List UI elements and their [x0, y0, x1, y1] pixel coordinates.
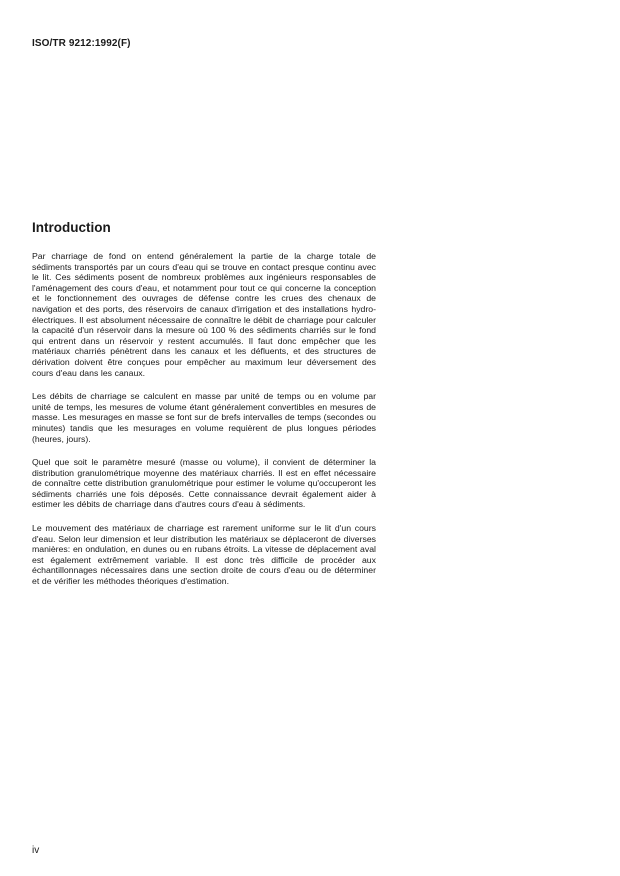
section-title: Introduction	[32, 220, 111, 235]
paragraph: Les débits de charriage se calculent en masse par unité de temps ou en volume par unité de temps, les mesures de volume étant généralement convertibles en mesures de masse. Les mesurages en masse se font sur de brefs intervalles de temps (secondes ou minutes) tandis que les mesurages en volume requièrent de plus longues périodes (heures, jours).	[32, 391, 376, 444]
paragraph: Quel que soit le paramètre mesuré (masse ou volume), il convient de déterminer la distribution granulométrique moyenne des matériaux charriés. Il est en effet nécessaire de connaître cette distribution granulométrique pour estimer le volume qu'occuperont les sédiments charriés une fois déposés. Cette connaissance devrait également aider à estimer les débits de charriage dans d'autres cours d'eau à sédiments.	[32, 457, 376, 510]
body-text	[32, 251, 376, 600]
document-header: ISO/TR 9212:1992(F)	[32, 38, 131, 49]
page-number: iv	[32, 845, 40, 856]
paragraph: Le mouvement des matériaux de charriage est rarement uniforme sur le lit d'un cours d'eau. Selon leur dimension et leur distribution les matériaux se déplaceront de diverses manières: en ondulation, en dunes ou en rubans étroits. La vitesse de déplacement aval est également extrêmement variable. Il est donc très difficile de procéder aux échantillonnages nécessaires dans une section droite de cours d'eau ou de déterminer et de vérifier les méthodes théoriques d'estimation.	[32, 523, 376, 587]
paragraph: Par charriage de fond on entend généralement la partie de la charge totale de sédiments transportés par un cours d'eau qui se trouve en contact presque continu avec le lit. Ces sédiments posent de nombreux problèmes aux ingénieurs responsables de l'aménagement des cours d'eau, et notamment pour tout ce qui concerne la conception et le fonctionnement des ouvrages de défense contre les crues des chenaux de navigation et des ports, des réservoirs de canaux d'irrigation et des installations hydro-électriques. Il est absolument nécessaire de connaître le débit de charriage pour calculer la capacité d'un réservoir dans la mesure où 100 % des sédiments charriés sur le fond qui entrent dans un réservoir y restent accumulés. Il faut donc empêcher que les matériaux charriés pénètrent dans les canaux et les défluents, et des structures de dérivation doivent être conçues pour empêcher au maximum leur déversement des cours d'eau dans les canaux.	[32, 251, 376, 378]
